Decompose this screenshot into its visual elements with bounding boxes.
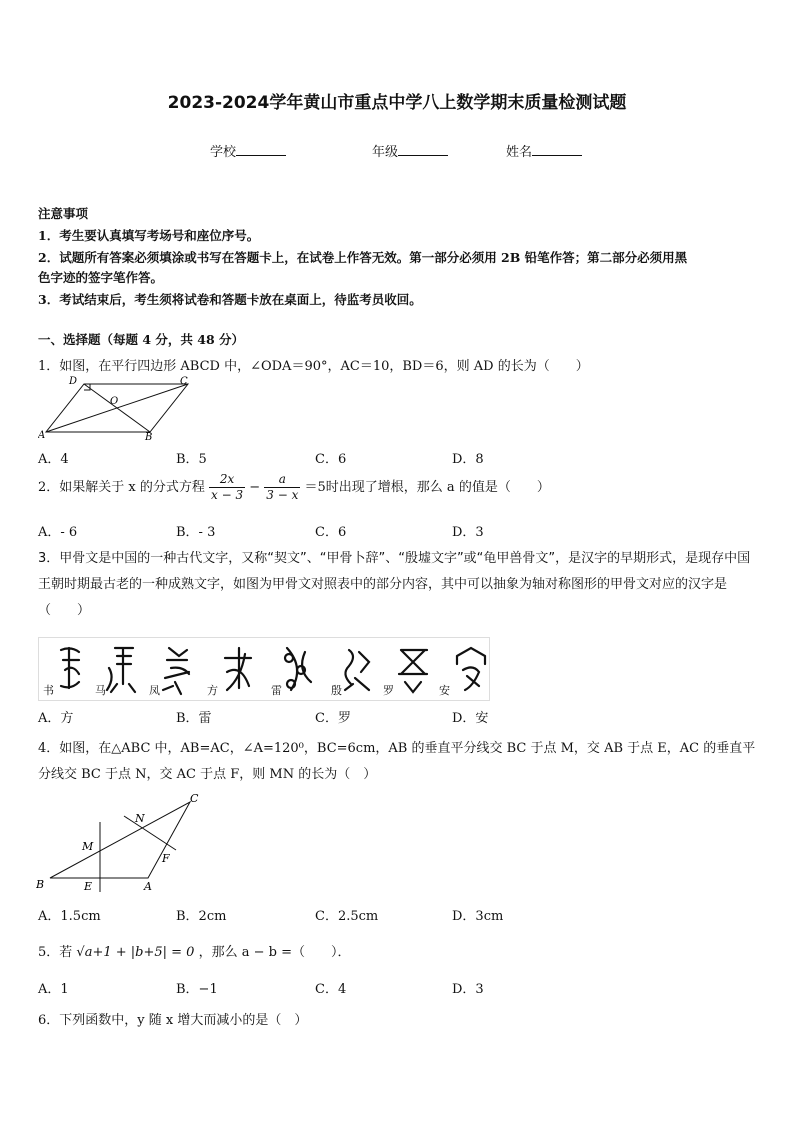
q1-option-d[interactable]: D．8 [452,452,484,467]
label-c: C [190,792,199,805]
school-field[interactable] [210,141,286,160]
q4-option-d[interactable]: D．3cm [452,909,504,924]
q5-option-a[interactable]: A．1 [38,982,69,997]
oracle-char-label: 罗 [383,684,394,697]
q5-option-c[interactable]: C．4 [315,982,347,997]
oracle-char-label: 凤 [149,684,160,697]
q5-prefix: 5．若 [38,945,73,960]
q5-expression: √a+1 + |b+5| = 0 [76,945,195,960]
q3-option-a[interactable]: A．方 [38,711,74,726]
parallelogram-figure [38,374,198,442]
question-2-text [38,472,550,503]
fraction-1-numerator: 2x [209,472,245,488]
minus-sign: − [249,480,261,495]
oracle-char-label: 殷 [331,684,342,697]
q5-option-d[interactable]: D．3 [452,982,484,997]
question-4-text: 4．如图，在△ABC 中，AB=AC，∠A=120⁰，BC=6cm，AB 的垂直平分线交 BC 于点 M，交 AB 于点 E，AC 的垂直平分线交 BC 于点 N，交 AC 于点 F，则 MN 的长为（ ） [38,741,756,782]
notice-item: 色字迹的签字笔作答。 [38,270,164,285]
q5-option-b[interactable]: B．−1 [176,982,218,997]
q3-option-d[interactable]: D．安 [452,711,489,726]
section-heading: 一、选择题（每题 4 分，共 48 分） [38,332,245,347]
q5-suffix: ，那么 a − b =（ ）． [198,945,351,960]
oracle-char-label: 安 [439,684,450,697]
q2-option-d[interactable]: D．3 [452,525,484,540]
label-e: E [84,880,93,893]
label-n: N [135,812,145,825]
notice-item: 3．考试结束后，考生须将试卷和答题卡放在桌面上，待监考员收回。 [38,292,422,307]
q3-option-c[interactable]: C．罗 [315,711,351,726]
name-field[interactable] [506,141,582,160]
oracle-char-label: 雷 [271,684,282,697]
oracle-bone-table [38,637,490,701]
fraction-2-numerator: a [264,472,300,488]
school-label: 学校 [210,145,237,160]
notice-item: 2．试题所有答案必须填涂或书写在答题卡上，在试卷上作答无效。第一部分必须用 2B 铅笔作答；第二部分必须用黑 [38,250,688,265]
question-6-text: 6．下列函数中，y 随 x 增大而减小的是（ ） [38,1013,308,1028]
label-f: F [162,852,170,865]
q3-option-b[interactable]: B．雷 [176,711,212,726]
oracle-char-label: 书 [43,684,54,697]
notice-heading: 注意事项 [38,206,89,221]
notice-item: 1．考生要认真填写考场号和座位序号。 [38,228,260,243]
question-5-text [38,941,350,960]
fraction-1 [209,472,245,503]
name-label: 姓名 [506,145,533,160]
q2-suffix: ＝5时出现了增根，那么 a 的值是（ ） [304,480,550,495]
q4-option-b[interactable]: B．2cm [176,909,227,924]
label-c: C [180,376,188,387]
fraction-2-denominator: 3 − x [266,488,299,502]
question-1-text: 1．如图，在平行四边形 ABCD 中，∠ODA＝90°，AC＝10，BD＝6，则 AD 的长为（ ） [38,359,589,374]
label-d: D [69,376,78,387]
label-b: B [36,878,45,891]
label-a: A [144,880,152,893]
oracle-char-label: 马 [95,684,106,697]
grade-field[interactable] [372,141,448,160]
label-o: O [110,396,119,407]
page-title: 2023-2024学年黄山市重点中学八上数学期末质量检测试题 [167,93,627,113]
q2-option-c[interactable]: C．6 [315,525,347,540]
q1-option-b[interactable]: B．5 [176,452,207,467]
label-m: M [82,840,94,853]
triangle-figure [36,788,216,896]
q1-option-a[interactable]: A．4 [38,452,69,467]
q4-option-a[interactable]: A．1.5cm [38,909,101,924]
fraction-1-denominator: x − 3 [211,488,244,502]
question-3-text: 3．甲骨文是中国的一种古代文字，又称“契文”、“甲骨卜辞”、“殷墟文字”或“龟甲兽骨文”，是汉字的早期形式，是现存中国王朝时期最古老的一种成熟文字，如图为甲骨文对照表中的部分内容，其中可以抽象为轴对称图形的甲骨文对应的汉字是（ ） [38,551,751,618]
label-b: B [145,432,153,442]
q2-prefix: 2．如果解关于 x 的分式方程 [38,480,205,495]
q1-option-c[interactable]: C．6 [315,452,347,467]
oracle-char-label: 方 [207,684,218,697]
q2-option-b[interactable]: B．- 3 [176,525,216,540]
q4-option-c[interactable]: C．2.5cm [315,909,379,924]
q2-option-a[interactable]: A．- 6 [38,525,78,540]
grade-label: 年级 [372,145,399,160]
oracle-glyph-drawings [39,638,489,700]
fraction-2 [264,472,300,503]
label-a: A [38,430,46,441]
